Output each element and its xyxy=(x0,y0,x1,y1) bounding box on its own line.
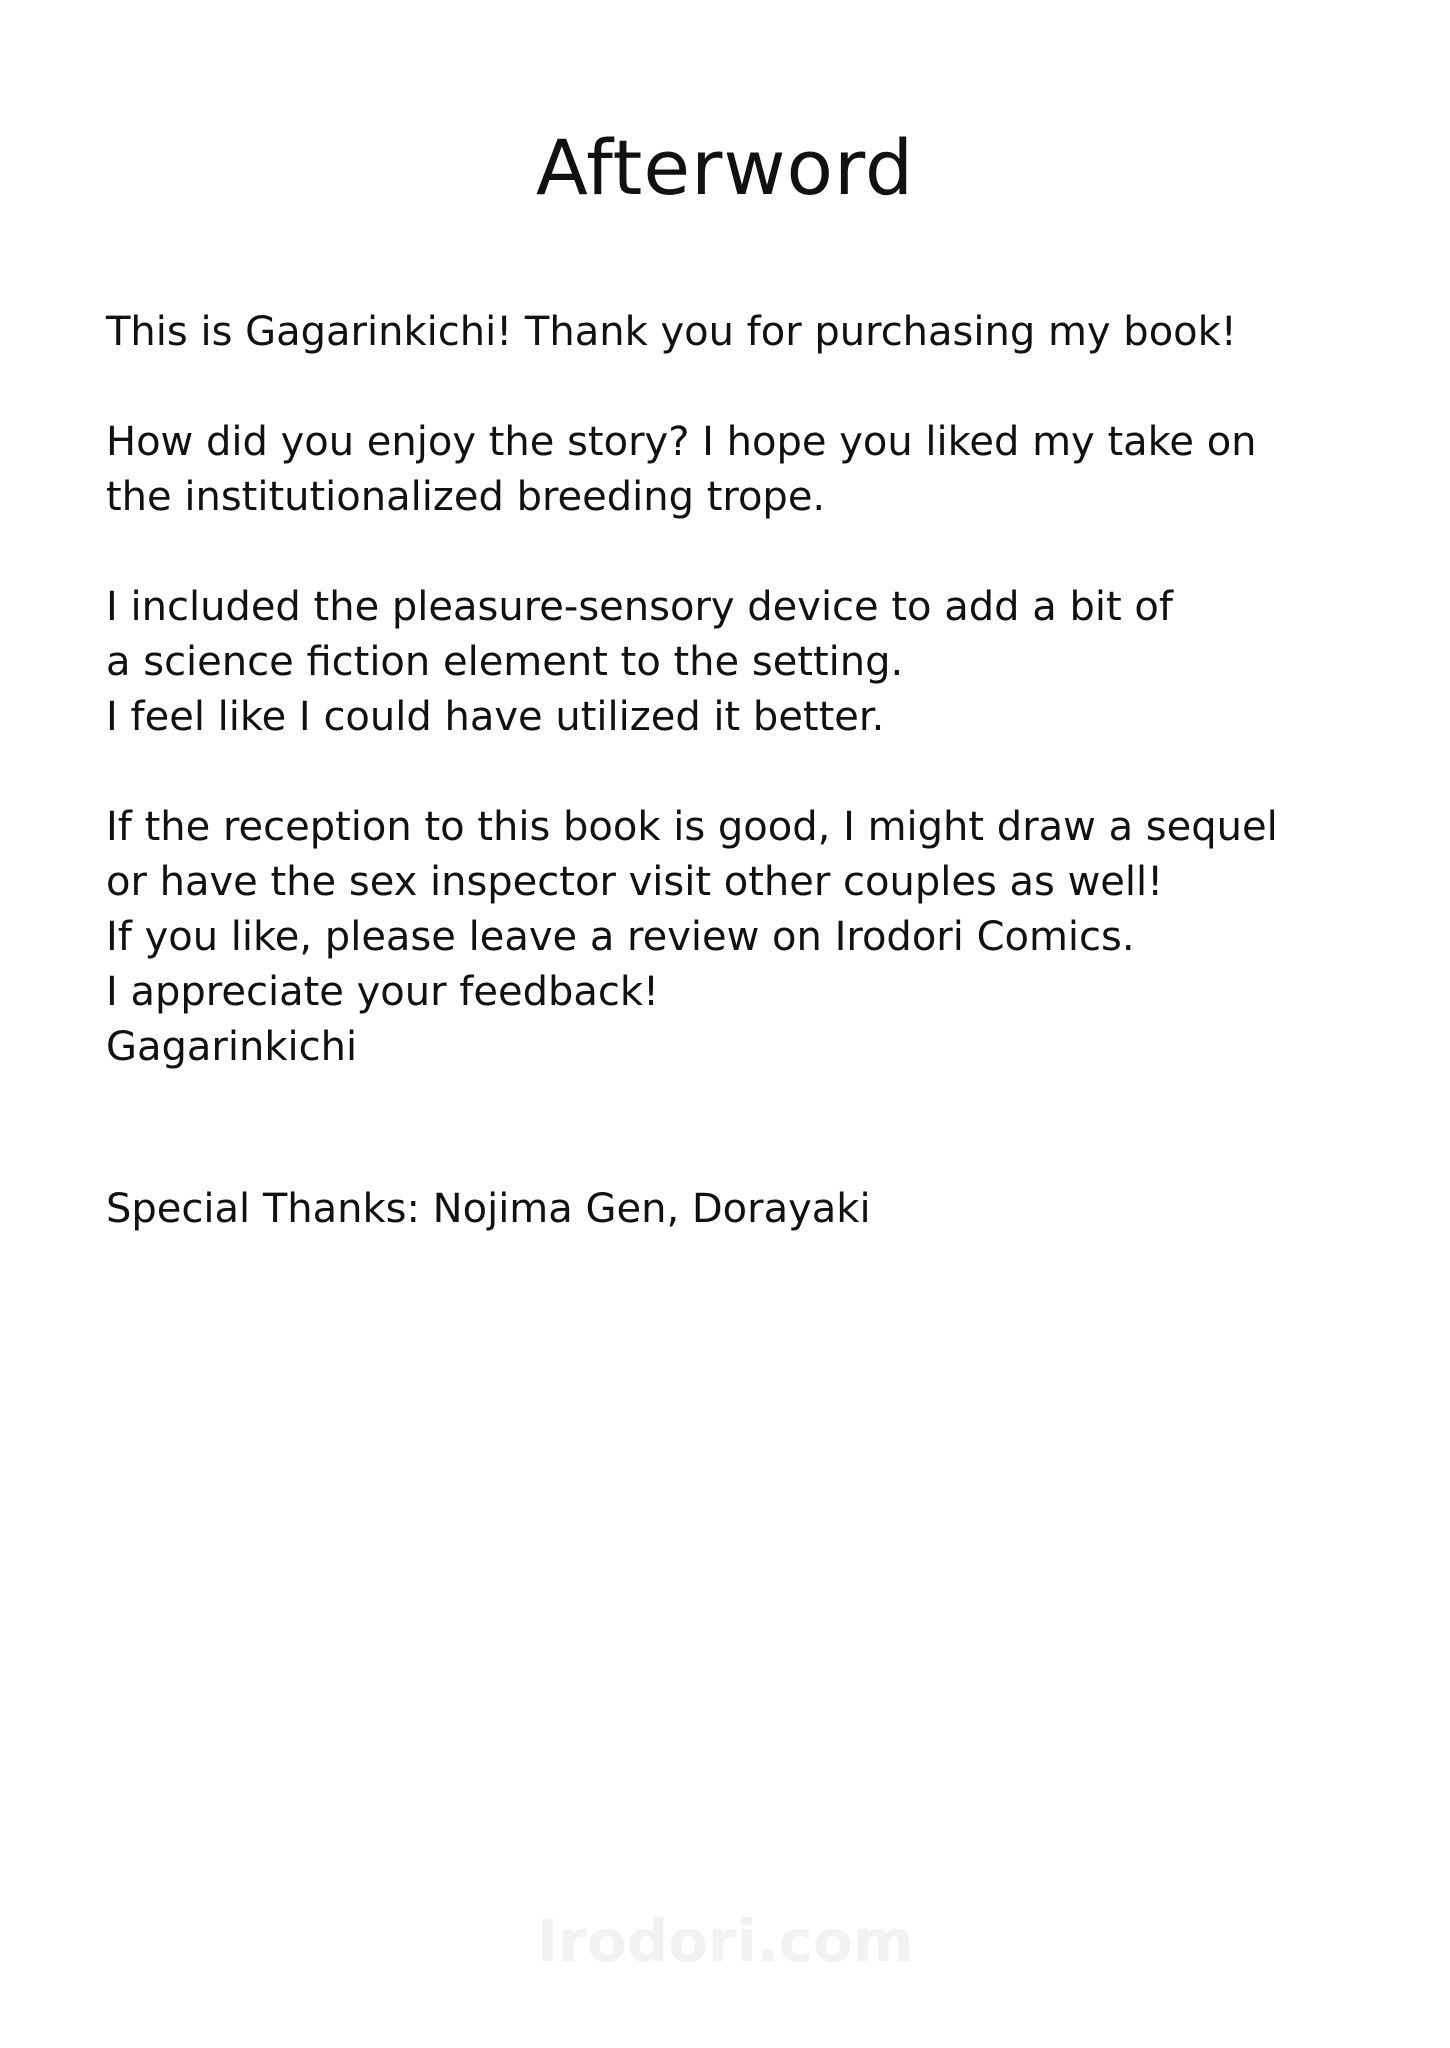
text-line: I feel like I could have utilized it better. xyxy=(106,694,885,740)
page-title: Afterword xyxy=(535,123,915,212)
text-line: This is Gagarinkichi! Thank you for purchasing my book! xyxy=(106,309,1237,355)
special-thanks: Special Thanks: Nojima Gen, Dorayaki xyxy=(106,1186,871,1232)
text-line: I appreciate your feedback! xyxy=(106,969,660,1015)
text-line: If you like, please leave a review on Irodori Comics. xyxy=(106,914,1135,960)
paragraph-2 xyxy=(106,415,1366,525)
text-line: I included the pleasure-sensory device to add a bit of xyxy=(106,584,1173,630)
author-signature: Gagarinkichi xyxy=(106,1024,358,1070)
text-line: the institutionalized breeding trope. xyxy=(106,474,826,520)
paragraph-1 xyxy=(106,305,1366,360)
paragraph-4 xyxy=(106,800,1366,1075)
text-line: a science fiction element to the setting. xyxy=(106,639,904,685)
watermark: Irodori.com xyxy=(536,1907,914,1975)
text-line: If the reception to this book is good, I might draw a sequel xyxy=(106,804,1278,850)
paragraph-3 xyxy=(106,580,1366,745)
afterword-body xyxy=(106,305,1366,1130)
text-line: or have the sex inspector visit other couples as well! xyxy=(106,859,1164,905)
text-line: How did you enjoy the story? I hope you liked my take on xyxy=(106,419,1257,465)
